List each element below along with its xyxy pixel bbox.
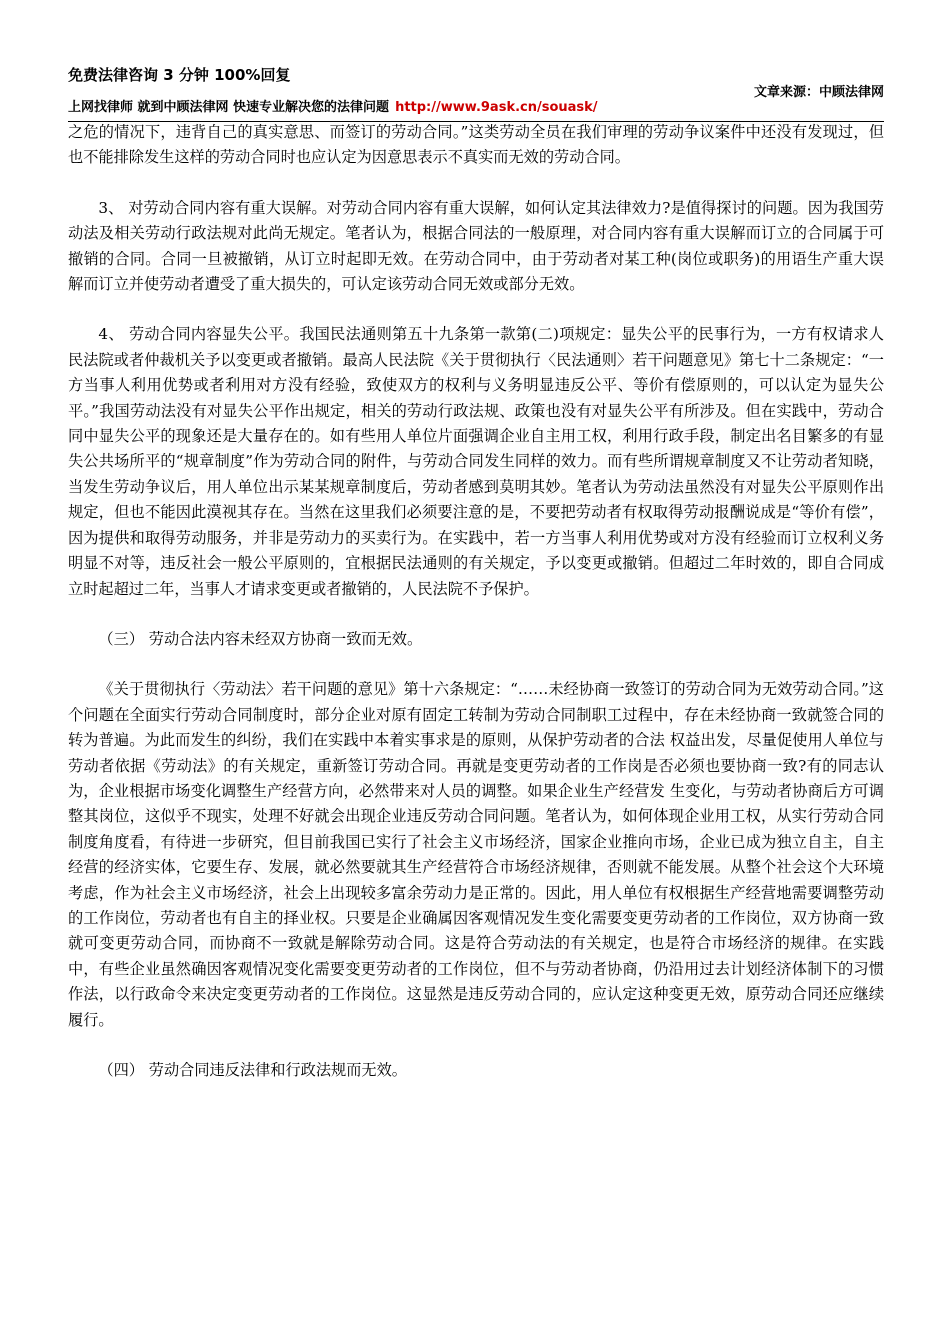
header-subtitle <box>68 96 598 115</box>
header-slogan: 上网找律师 就到中顾法律网 快速专业解决您的法律问题 <box>68 100 390 115</box>
article-source: 文章来源：中顾法律网 <box>753 85 884 100</box>
section-heading-4: （四） 劳动合同违反法律和行政法规而无效。 <box>98 1061 407 1079</box>
paragraph-opinion: 《关于贯彻执行〈劳动法〉若干问题的意见》第十六条规定：“……未经协商一致签订的劳动合同为无效劳动合同。”这个问题在全面实行劳动合同制度时，部分企业对原有固定工转制为劳动合同制职工过程中，存在未经协商一致就签合同的转为普遍。为此而发生的纠纷，我们在实践中本着实事求是的原则，从保护劳动者的合法 权益出发，尽量促使用人单位与劳动者依据《劳动法》的有关规定，重新签订劳动合同。再就是变更劳动者的工作岗是否必须也要协商一致?有的同志认为，企业根据市场变化调整生产经营方向，必然带来对人员的调整。如果企业生产经营发 生变化，与劳动者协商后方可调整其岗位，这似乎不现实，处理不好就会出现企业违反劳动合同问题。笔者认为，如何体现企业用工权，从实行劳动合同制度角度看，有待进一步研究，但目前我国已实行了社会主义市场经济，国家企业推向市场，企业已成为独立自主，自主经营的经济实体，它要生存、发展，就必然要就其生产经营符合市场经济规律，否则就不能发展。从整个社会这个大环境考虑，作为社会主义市场经济，社会上出现较多富余劳动力是正常的。因此，用人单位有权根据生产经营地需要调整劳动的工作岗位，劳动者也有自主的择业权。只要是企业确属因客观情况发生变化需要变更劳动者的工作岗位，双方协商一致就可变更劳动合同，而协商不一致就是解除劳动合同。这是符合劳动法的有关规定，也是符合市场经济的规律。在实践中，有些企业虽然确因客观情况变化需要变更劳动者的工作岗位，但不与劳动者协商，仍沿用过去计划经济体制下的习惯作法，以行政命令来决定变更劳动者的工作岗位。这显然是违反劳动合同的，应认定这种变更无效，原劳动合同还应继续履行。 <box>68 680 884 1029</box>
paragraph-continuation: 之危的情况下，违背自己的真实意思、而签订的劳动合同。”这类劳动全员在我们审理的劳动争议案件中还没有发现过，但也不能排除发生这样的劳动合同时也应认定为因意思表示不真实而无效的劳动合同。 <box>68 123 884 167</box>
paragraph-item-3: 3、 对劳动合同内容有重大误解。对劳动合同内容有重大误解，如何认定其法律效力?是值得探讨的问题。因为我国劳动法及相关劳动行政法规对此尚无规定。笔者认为，根据合同法的一般原理，对合同内容有重大误解而订立的合同属于可撤销的合同。合同一旦被撤销，从订立时起即无效。在劳动合同中，由于劳动者对某工种(岗位或职务)的用语生产重大误解而订立并使劳动者遭受了重大损失的，可认定该劳动合同无效或部分无效。 <box>68 198 884 294</box>
header-link[interactable]: http://www.9ask.cn/souask/ <box>395 100 598 115</box>
header-title: 免费法律咨询 3 分钟 100%回复 <box>68 66 291 84</box>
page-header <box>68 64 884 120</box>
section-heading-3: （三） 劳动合法内容未经双方协商一致而无效。 <box>98 629 423 648</box>
paragraph-item-4: 4、 劳动合同内容显失公平。我国民法通则第五十九条第一款第(二)项规定：显失公平的民事行为，一方有权请求人民法院或者仲裁机关予以变更或者撤销。最高人民法院《关于贯彻执行〈民法通则〉若干问题意见》第七十二条规定：“一方当事人利用优势或者利用对方没有经验，致使双方的权利与义务明显违反公平、等价有偿原则的，可以认定为显失公平。”我国劳动法没有对显失公平作出规定，相关的劳动行政法规、政策也没有对显失公平有所涉及。但在实践中，劳动合同中显失公平的现象还是大量存在的。如有些用人单位片面强调企业自主用工权，利用行政手段，制定出名目繁多的有显失公共场所平的“规章制度”作为劳动合同的附件，与劳动合同发生同样的效力。而有些所谓规章制度又不让劳动者知晓，当发生劳动争议后，用人单位出示某某规章制度后，劳动者感到莫明其妙。笔者认为劳动法虽然没有对显失公平原则作出规定，但也不能因此漠视其存在。当然在这里我们必须要注意的是，不要把劳动者有权取得劳动报酬说成是“等价有偿”，因为提供和取得劳动服务，并非是劳动力的买卖行为。在实践中，若一方当事人利用优势或对方没有经验而订立权利义务明显不对等，违反社会一般公平原则的，宜根据民法通则的有关规定，予以变更或撤销。但超过二年时效的，即自合同成立时起超过二年，当事人才请求变更或者撤销的，人民法院不予保护。 <box>68 325 884 598</box>
article-body <box>68 120 884 1108</box>
